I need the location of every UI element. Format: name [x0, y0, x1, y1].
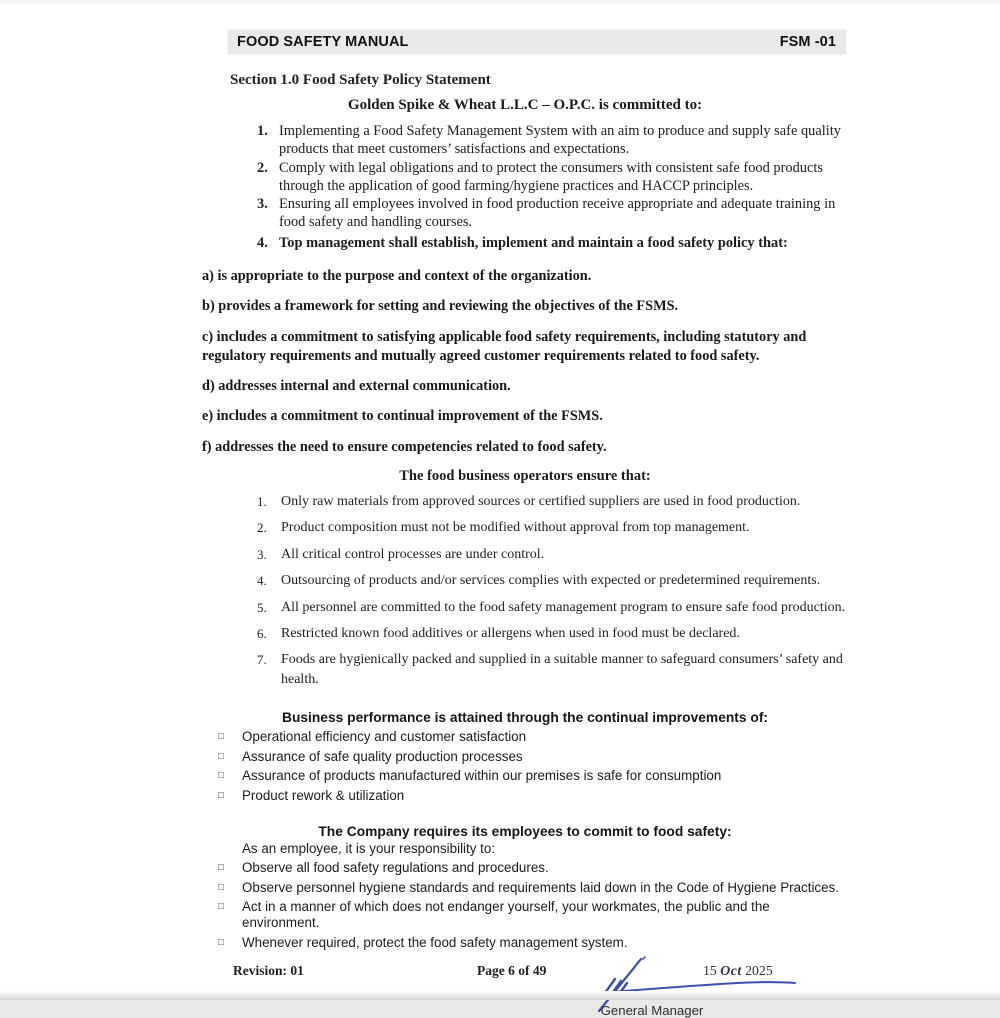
item-text: Foods are hygienically packed and supplied in a suitable manner to safeguard consumers’ safety and health. — [281, 652, 843, 688]
doc-code: FSM -01 — [779, 34, 836, 50]
checkbox-bullet-icon: □ — [218, 770, 224, 782]
business-list-item — [218, 788, 848, 804]
item-number: 5. — [257, 599, 267, 615]
policy-clause: f) addresses the need to ensure competencies related to food safety. — [202, 438, 607, 455]
policy-list-item — [257, 160, 848, 196]
company-list-item — [218, 880, 848, 896]
checkbox-bullet-icon: □ — [218, 936, 224, 948]
item-text: Assurance of safe quality production processes — [242, 748, 523, 764]
policy-list-item — [257, 123, 848, 159]
item-number: 7. — [257, 652, 267, 668]
business-heading: Business performance is attained through the continual improvements of: — [281, 710, 769, 726]
footer-date-year: 2025 — [745, 963, 773, 978]
operators-list-item — [257, 598, 848, 618]
operators-list-item — [257, 624, 848, 644]
footer-date-day: 15 — [703, 963, 717, 978]
policy-clause: b) provides a framework for setting and reviewing the objectives of the FSMS. — [202, 298, 679, 315]
signature-label: General Manager — [600, 1003, 704, 1018]
item-text: Act in a manner of which does not endanger yourself, your workmates, the public and the environment. — [242, 899, 770, 931]
item-text: Top management shall establish, implement and maintain a food safety policy that: — [279, 235, 788, 252]
business-list-item — [218, 749, 848, 765]
document-body — [202, 70, 848, 1018]
checkbox-bullet-icon: □ — [218, 861, 224, 873]
operators-list — [202, 492, 848, 690]
company-list-item — [218, 935, 848, 951]
commitment-heading: Golden Spike & Wheat L.L.C – O.P.C. is committed to: — [347, 97, 703, 113]
company-list — [202, 860, 848, 951]
company-heading: The Company requires its employees to commit to food safety: — [318, 823, 732, 839]
item-number: 4. — [257, 573, 267, 589]
policy-list-item — [257, 235, 848, 253]
policy-list — [202, 123, 848, 253]
item-number: 4. — [257, 235, 268, 252]
footer-page-number: Page 6 of 49 — [477, 963, 547, 978]
item-text: Observe all food safety regulations and procedures. — [242, 859, 549, 875]
policy-list-item — [257, 196, 848, 232]
operators-list-item — [257, 571, 848, 591]
operators-list-item — [257, 518, 848, 538]
business-list-item — [218, 768, 848, 784]
company-list-item — [218, 860, 848, 876]
item-number: 1. — [257, 123, 268, 139]
item-text: Only raw materials from approved sources or certified suppliers are used in food production. — [281, 494, 801, 510]
footer-revision: Revision: 01 — [233, 963, 304, 978]
policy-clauses — [202, 267, 848, 457]
item-number: 2. — [257, 159, 268, 176]
operators-list-item — [257, 650, 848, 690]
checkbox-bullet-icon: □ — [218, 881, 224, 893]
item-text: Restricted known food additives or allergens when used in food must be declared. — [281, 625, 740, 641]
policy-clause: d) addresses internal and external communication. — [202, 377, 511, 394]
item-text: Operational efficiency and customer satisfaction — [242, 729, 527, 745]
item-text: All critical control processes are under control. — [281, 546, 545, 562]
operators-heading: The food business operators ensure that: — [399, 468, 651, 485]
header-bar — [228, 30, 846, 54]
item-text: Implementing a Food Safety Management System with an aim to produce and supply safe quality products that meet customers’ satisfactions and expectations. — [279, 123, 841, 157]
item-text: Assurance of products manufactured within our premises is safe for consumption — [242, 768, 722, 784]
item-number: 6. — [257, 625, 267, 641]
checkbox-bullet-icon: □ — [218, 731, 224, 743]
business-list — [202, 729, 848, 804]
item-text: Outsourcing of products and/or services complies with expected or predetermined requirements. — [281, 573, 821, 589]
item-text: All personnel are committed to the food safety management program to ensure safe food production. — [281, 599, 846, 615]
operators-list-item — [257, 492, 848, 512]
business-list-item — [218, 729, 848, 745]
item-number: 3. — [257, 196, 268, 213]
policy-clause: e) includes a commitment to continual improvement of the FSMS. — [202, 408, 603, 425]
item-text: Comply with legal obligations and to protect the consumers with consistent safe food products through the application of good farming/hygiene practices and HACCP principles. — [279, 159, 823, 194]
section-title: Section 1.0 Food Safety Policy Statement — [230, 72, 491, 88]
company-list-item — [218, 899, 848, 932]
checkbox-bullet-icon: □ — [218, 789, 224, 801]
policy-clause: c) includes a commitment to satisfying applicable food safety requirements, including statutory and regulatory requirements and mutually agreed customer requirements related to food safety. — [202, 328, 807, 364]
operators-list-item — [257, 545, 848, 565]
item-number: 3. — [257, 546, 267, 562]
item-text: Product composition must not be modified without approval from top management. — [281, 520, 750, 536]
checkbox-bullet-icon: □ — [218, 750, 224, 762]
checkbox-bullet-icon: □ — [218, 901, 224, 913]
footer-date — [703, 963, 773, 979]
item-text: Observe personnel hygiene standards and requirements laid down in the Code of Hygiene Practices. — [242, 879, 839, 895]
footer-date-month: Oct — [720, 963, 742, 978]
company-intro: As an employee, it is your responsibility to: — [242, 840, 496, 856]
policy-clause: a) is appropriate to the purpose and context of the organization. — [202, 268, 592, 285]
item-number: 1. — [257, 494, 267, 510]
item-text: Ensuring all employees involved in food production receive appropriate and adequate training in food safety and handling courses. — [279, 196, 836, 231]
item-text: Product rework & utilization — [242, 787, 405, 803]
item-text: Whenever required, protect the food safety management system. — [242, 934, 628, 950]
item-number: 2. — [257, 520, 267, 536]
header-title: FOOD SAFETY MANUAL — [237, 34, 409, 50]
